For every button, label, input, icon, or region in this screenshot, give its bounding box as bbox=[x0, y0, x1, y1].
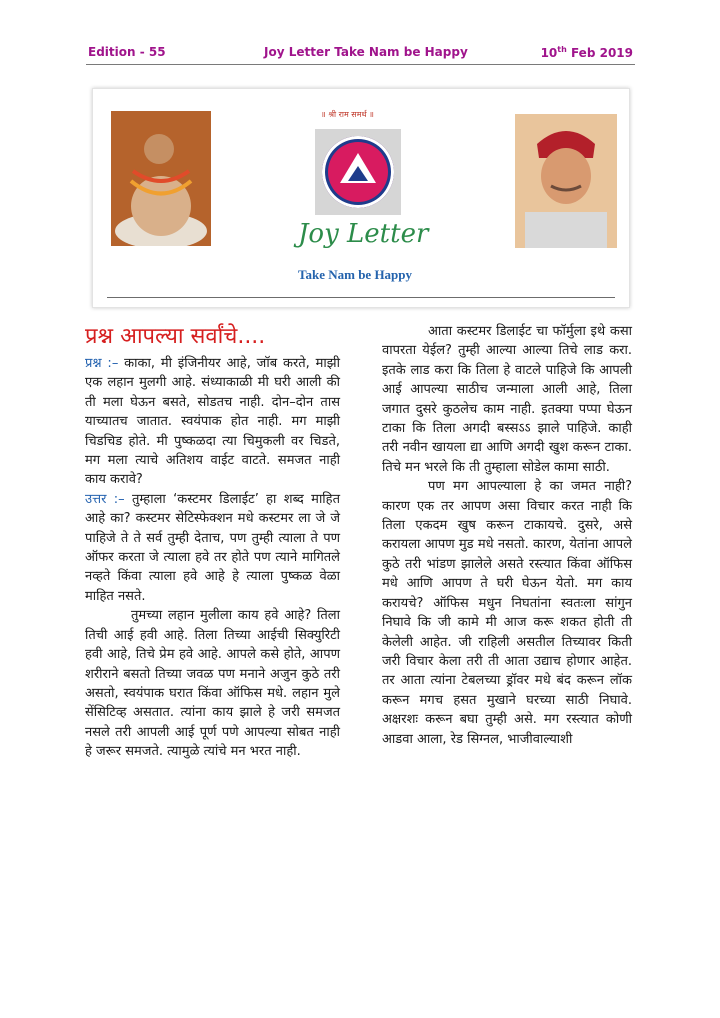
question-label: प्रश्न :– bbox=[85, 356, 119, 371]
banner-divider bbox=[107, 297, 615, 298]
question-paragraph bbox=[85, 354, 340, 490]
question-text: काका, मी इंजिनीयर आहे, जॉब करते, माझी एक लहान मुलगी आहे. संध्याकाळी मी घरी आली की ती मला घेऊन बसते, सोडतच नाही. दोन–दोन तास याच्यातच जातात. स्वयंपाक होत नाही. मग माझी चिडचिड होते. मी पुष्कळदा त्या चिमुकली वर चिडते, मग मला त्याचे अतिशय वाईट वाटते. समजत नाही काय करावे? bbox=[85, 356, 340, 488]
page-header bbox=[86, 40, 635, 65]
body-paragraph: तुमच्या लहान मुलीला काय हवे आहे? तिला तिची आई हवी आहे. तिला तिच्या आईची सिक्युरिटी हवी आहे, तिचे प्रेम हवे आहे. आपले कसे होते, आपण शरीराने बसतो तिच्या जवळ पण मनाने अजुन कुठे तरी असतो, स्वयंपाक घरात किंवा ऑफिस मधे. लहान मुले सेंसिटिव्ह असतात. त्यांना काय झाले हे जरी समजत नसले तरी आपली आई पूर्ण पणे आपल्या सोबत नाही हे जरूर समजते. त्यामुळे त्यांचे मन भरत नाही. bbox=[85, 608, 340, 760]
masthead-banner bbox=[92, 88, 630, 308]
header-title: Joy Letter Take Nam be Happy bbox=[264, 45, 468, 59]
joy-letter-logo-text: Joy Letter bbox=[298, 219, 429, 249]
article-title: प्रश्न आपल्या सर्वांचे.... bbox=[85, 324, 266, 349]
author-portrait-photo bbox=[515, 114, 617, 248]
answer-paragraph bbox=[85, 490, 340, 606]
issue-date: 10th Feb 2019 bbox=[540, 45, 633, 60]
body-paragraph: आता कस्टमर डिलाईट चा फॉर्मुला इथे कसा वापरता येईल? तुम्ही आल्या आल्या तिचे लाड करा. इतके लाड करा कि तिला हे वाटले पाहिजे कि आपली आई आपल्या साठीच जन्माला आली आहे, तिला जगात दुसरे कुठलेच काम नाही. इतक्या पप्पा घेऊन टाका कि तिला अगदी बस्सऽऽ झाले पाहिजे. काही तरी नवीन खायला द्या आणि अगदी खुश करून टाका. तिचे मन भरले कि ती तुम्हाला सोडेल कामा साठी. bbox=[382, 324, 632, 475]
tagline: Take Nam be Happy bbox=[298, 267, 413, 282]
joy-letter-seal-logo bbox=[315, 129, 401, 215]
answer-text: तुम्हाला ‘कस्टमर डिलाईट’ हा शब्द माहित आहे का? कस्टमर सेटिस्फेक्शन मधे कस्टमर ला जे जे पाहिजे ते ते सर्व तुम्ही देताच, पण तुम्ही त्याला ते पण ऑफर करता जे त्याला हवे तर होते पण त्याने मागितले नव्हते किंवा त्याला हवे आहे हे त्याला पुष्कळ वेळा माहित नसते. bbox=[85, 491, 340, 604]
body-paragraph: पण मग आपल्याला हे का जमत नाही? कारण एक तर आपण असा विचार करत नाही कि तिला एकदम खुष करून टाकायचे. दुसरे, असे करायला आपण मुड मधे नसतो. कारण, येतांना आपले कुठे तरी भांडण झालेले असते रस्त्यात किंवा ऑफिस मधे आणि आपण ते घरी घेऊन येतो. मग काय करायचे? ऑफिस मधुन निघतांना स्वतःला सांगुन निघावे कि जी कामे मी आज करू शकत होती ती केलेली आहेत. जी राहिली असतील तिच्यावर किती जरी विचार केला तरी ती आता उद्याच होणार आहेत. तर आता त्यांना टेबलच्या ड्रॉवर मधे बंद करून लॉक करून मगच हसत मुखाने घरच्या साठी निघावे. अक्षरशः करून बघा तुम्ही असे. मग रस्त्यात कोणी आडवा आला, रेड सिग्नल, भाजीवाल्याशी bbox=[382, 479, 632, 747]
answer-label: उत्तर :– bbox=[85, 491, 125, 507]
edition-number: Edition - 55 bbox=[88, 45, 166, 59]
right-column bbox=[382, 322, 632, 749]
left-column bbox=[85, 322, 340, 762]
seal-caption: ॥ श्री राम समर्थ ॥ bbox=[321, 110, 374, 119]
saint-portrait-photo bbox=[111, 111, 211, 246]
